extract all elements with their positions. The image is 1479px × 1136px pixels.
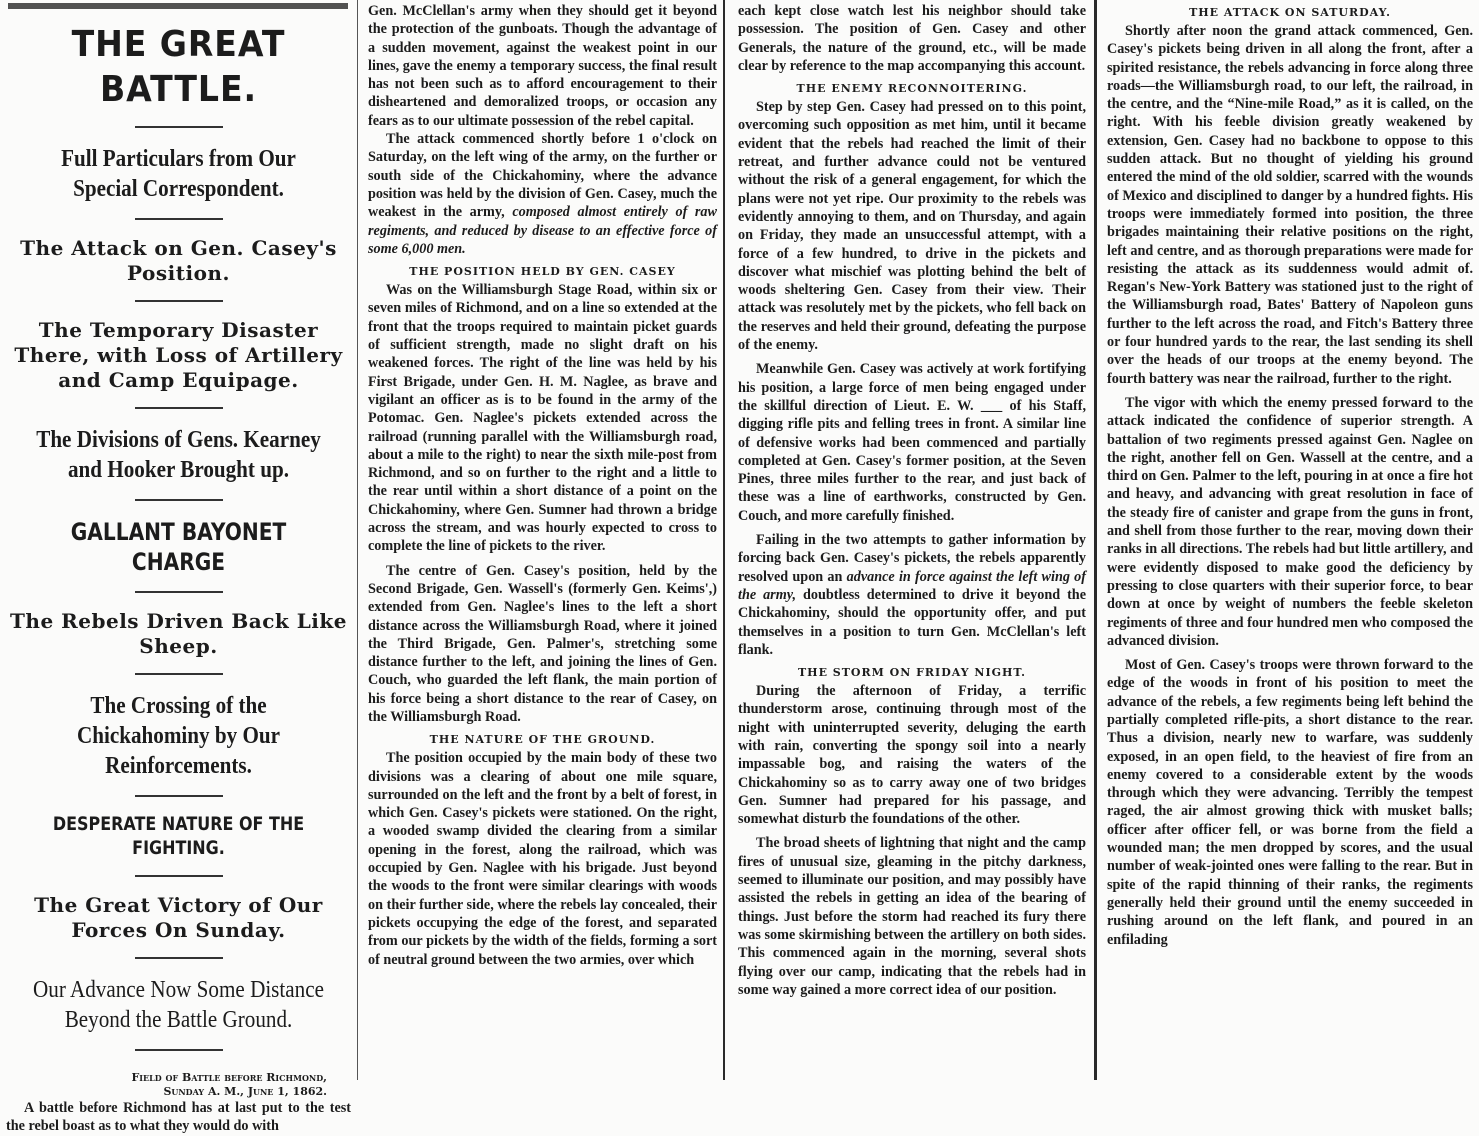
column-3 bbox=[726, 0, 1094, 1080]
italic-text: advance in force against the left wing of the army, bbox=[738, 568, 1086, 603]
divider bbox=[135, 407, 223, 409]
column-rule-2 bbox=[723, 0, 725, 1080]
paragraph-text: The attack commenced shortly before 1 o'clock on Saturday, on the left wing of the army, on the further or south side of the Chickahominy, where the advance position was held by the division of Gen. Casey, much the weakest in the army, bbox=[368, 131, 717, 221]
dateline bbox=[6, 1071, 351, 1100]
divider bbox=[135, 300, 223, 302]
body-paragraph: The broad sheets of lightning that night and the camp fires of unusual size, gleaming in the pitchy darkness, seemed to illuminate our position, and may possibly have assisted the rebels in getting an idea of the bearing of things. Just before the storm had reached its fury there was some skirmishing between the artillery on both sides. This commenced again in the morning, several shots flying over our camp, indicating that the rebels had in some way gained a more correct idea of our position. bbox=[738, 835, 1086, 998]
body-paragraph: Step by step Gen. Casey had pressed on to this point, overcoming such opposition as met him, until it became evident that the rebels had reached the limit of their retreat, and further advance could not be ventured without the risk of a general engagement, for which the plans were not yet ripe. Our proximity to the rebels was evidently annoying to them, and on Thursday, and again on Friday, they made an unsuccessful attempt, with a force of a few hundred, to drive in the pickets and discover what mischief was plotting behind the belt of woods sheltering Gen. Casey from their view. Their attack was resolutely met by the pickets, who fell back on the reserves and held their ground, defeating the purpose of the enemy. bbox=[738, 99, 1086, 354]
deck-headline: Full Particulars from Our Special Correspondent. bbox=[61, 146, 296, 202]
dateline-date: Sunday A. M., June 1, 1862. bbox=[163, 1084, 327, 1098]
deck-headline: The Attack on Gen. Casey's Position. bbox=[20, 236, 337, 285]
body-paragraph: During the afternoon of Friday, a terrific thunderstorm arose, continuing through most of the night with uninterrupted severity, deluging the earth with rain, converting the spongy soil into a nearly impassable bog, and raising the waters of the Chickahominy so as to carry away one of two bridges Gen. Sumner had prepared for his passage, and somewhat disturb the foundations of the other. bbox=[738, 683, 1086, 828]
divider bbox=[135, 218, 223, 220]
divider bbox=[135, 875, 223, 877]
deck-headline: Our Advance Now Some Distance Beyond the Battle Ground. bbox=[33, 976, 324, 1033]
divider bbox=[135, 591, 223, 593]
paragraph-text: doubtless determined to drive it beyond the Chickahominy, should the opportunity offer, and put themselves in a position to turn Gen. McClellan's left flank. bbox=[738, 586, 1086, 658]
section-heading: THE NATURE OF THE GROUND. bbox=[429, 733, 656, 747]
body-paragraph: Gen. McClellan's army when they should get it beyond the protection of the gunboats. Though the advantage of a sudden movement, against the weakest point in our lines, gave the enemy a temporary success, the final result has not been such as to afford encouragement to their disheartened and demoralized troops, or occasion any fears as to our ultimate possession of the rebel capital. bbox=[368, 3, 717, 129]
divider bbox=[135, 126, 223, 128]
body-paragraph: A battle before Richmond has at last put to the test the rebel boast as to what they would do with bbox=[6, 1100, 351, 1135]
main-headline: THE GREAT BATTLE. bbox=[71, 24, 286, 110]
divider bbox=[135, 499, 223, 501]
column-2 bbox=[358, 0, 723, 1080]
body-paragraph: The centre of Gen. Casey's position, held by the Second Brigade, Gen. Wassell's (formerly Gen. Keims',) extended from Gen. Naglee's lines to the left a short distance across the Williamsburgh Road, where it joined the Third Brigade, Gen. Palmer's, stretching some distance further to the left, and joining the lines of Gen. Couch, who guarded the left flank, the main portion of his force being a short distance to the rear of Casey, on the Williamsburgh Road. bbox=[368, 562, 717, 725]
body-paragraph bbox=[738, 531, 1086, 659]
divider bbox=[135, 1049, 223, 1051]
section-heading: THE STORM ON FRIDAY NIGHT. bbox=[797, 666, 1026, 680]
body-paragraph: Was on the Williamsburgh Stage Road, within six or seven miles of Richmond, and on a line so extended at the front that the troops required to maintain picket guards of sufficient strength, made no slight draft on his weakened forces. The right of the line was held by his First Brigade, under Gen. H. M. Naglee, as brave and vigilant an officer as is to be found in the army of the Potomac. Gen. Naglee's pickets extended across the railroad (running parallel with the Williamsburgh road, about a mile to the right) to near the sixth mile-post from Richmond, and so on further to the right and a little to the rear until within a short distance of a point on the Chickahominy, where Gen. Sumner had thrown a bridge across the stream, and was hourly expected to cross to complete the line of pickets to the river. bbox=[368, 282, 717, 555]
italic-text: composed almost entirely of raw regiments, and reduced by disease to an effective force of some 6,000 men. bbox=[368, 204, 717, 257]
body-paragraph bbox=[368, 130, 717, 258]
dateline-place: Field of Battle before Richmond, bbox=[131, 1070, 327, 1084]
body-paragraph: The position occupied by the main body of these two divisions was a clearing of about one mile square, surrounded on the left and the front by a belt of forest, in which Gen. Casey's pickets were stationed. On the right, a wooded swamp divided the clearing from a similar opening in the forest, along the railroad, which was occupied by Gen. Naglee with his brigade. Just beyond the woods to the front were similar clearings with woods on their further side, where the rebels lay concealed, their pickets occupying the edge of the forest, and separated from our pickets by the width of the fields, forming a sort of neutral ground between the two armies, over which bbox=[368, 750, 717, 968]
body-paragraph: Most of Gen. Casey's troops were thrown forward to the edge of the woods in front of his position to meet the advance of the rebels, a few regiments being left behind the partially completed rifle-pits, a short distance to the rear. Thus a division, nearly new to warfare, was suddenly exposed, in an open field, to the heaviest of fire from an enemy covered to a considerable extent by the woods through which they were advancing. Terribly the tempest raged, the air almost growing thick with musket balls; officer after officer fell, or was borne from the field a wounded man; the men dropped by scores, and the usual number of weak-jointed ones were falling to the rear. But in spite of the rapid thinning of their ranks, the regiments generally held their ground until the enemy succeeded in rushing around on the left flank, and poured in an enfilading bbox=[1107, 657, 1473, 948]
deck-headline: The Crossing of the Chickahominy by Our Reinforcements. bbox=[76, 693, 281, 779]
deck-headline: The Great Victory of Our Forces On Sunday. bbox=[34, 892, 323, 942]
section-heading: THE POSITION HELD BY GEN. CASEY bbox=[409, 265, 676, 279]
body-paragraph: Meanwhile Gen. Casey was actively at work fortifying his position, a large force of men being engaged under the skillful direction of Lieut. E. W. ___ of his Staff, digging rifle pits and felling trees in front. A similar line of defensive works had been commenced and partially completed at Gen. Casey's former position, at the Seven Pines, three miles further to the rear, and just back of these was a line of earthworks, constructed by Gen. Couch, and more carefully finished. bbox=[738, 361, 1086, 524]
column-headlines bbox=[0, 0, 357, 1135]
column-4 bbox=[1097, 0, 1479, 1080]
section-heading: THE ENEMY RECONNOITERING. bbox=[796, 82, 1028, 96]
paragraph-text: Failing in the two attempts to gather information by forcing back Gen. Casey's pickets, the rebels apparently resolved upon an bbox=[738, 532, 1086, 585]
deck-headline: The Divisions of Gens. Kearney and Hooker Brought up. bbox=[36, 427, 321, 483]
body-paragraph: Shortly after noon the grand attack commenced, Gen. Casey's pickets being driven in all along the front, after a spirited resistance, the rebels advancing in force along three roads—the Williamsburgh road, to our left, the railroad, in the centre, and the “Nine-mile Road,” as it is called, on the right. With his feeble division greatly weakened by extension, Gen. Casey had no backbone to oppose to this sudden attack. But no thought of yielding his ground entered the mind of the old soldier, scarred with the wounds of Mexico and disciplined to danger by a hundred fights. His troops were immediately formed into position, the three brigades maintaining their relative positions on the right, left and centre, and as thorough preparations were made for resisting the attack as its suddenness would admit of. Regan's New-York Battery was stationed just to the right of the Williamsburgh road, Bates' Battery of Napoleon guns further to the left across the road, and Fitch's Battery three or four hundred yards to the rear, the last sending its shell over the heads of our troops at the enemy beyond. The fourth battery was near the railroad, further to the right. bbox=[1107, 23, 1473, 387]
deck-headline: The Temporary Disaster There, with Loss of Artillery and Camp Equipage. bbox=[14, 318, 343, 392]
divider bbox=[135, 795, 223, 797]
body-paragraph: The vigor with which the enemy pressed forward to the attack indicated the confidence of superior strength. A battalion of two regiments pressed against Gen. Naglee on the right, another fell on Gen. Wassell at the centre, and a third on Gen. Palmer to the left, pouring in at once a fire hot and heavy, and advancing with great resolution in face of the steady fire of canister and grape from the guns in front, and shell from those further to the rear, moving down their ranks in all directions. The rebels had but little artillery, and were evidently disposed to make good the deficiency by pressing to close quarters with their superior force, to bear down at once by weight of numbers the feeble skeleton regiments of three and four hundred men who composed the advanced division. bbox=[1107, 394, 1473, 649]
body-paragraph: each kept close watch lest his neighbor should take possession. The position of Gen. Casey and other Generals, the nature of the ground, etc., will be made clear by reference to the map accompanying this account. bbox=[738, 3, 1086, 74]
divider bbox=[135, 673, 223, 675]
section-heading: THE ATTACK ON SATURDAY. bbox=[1189, 6, 1391, 19]
deck-headline: GALLANT BAYONET CHARGE bbox=[70, 518, 287, 576]
deck-headline: The Rebels Driven Back Like Sheep. bbox=[10, 609, 347, 658]
deck-headline: DESPERATE NATURE OF THE FIGHTING. bbox=[52, 813, 305, 859]
divider bbox=[135, 957, 223, 959]
